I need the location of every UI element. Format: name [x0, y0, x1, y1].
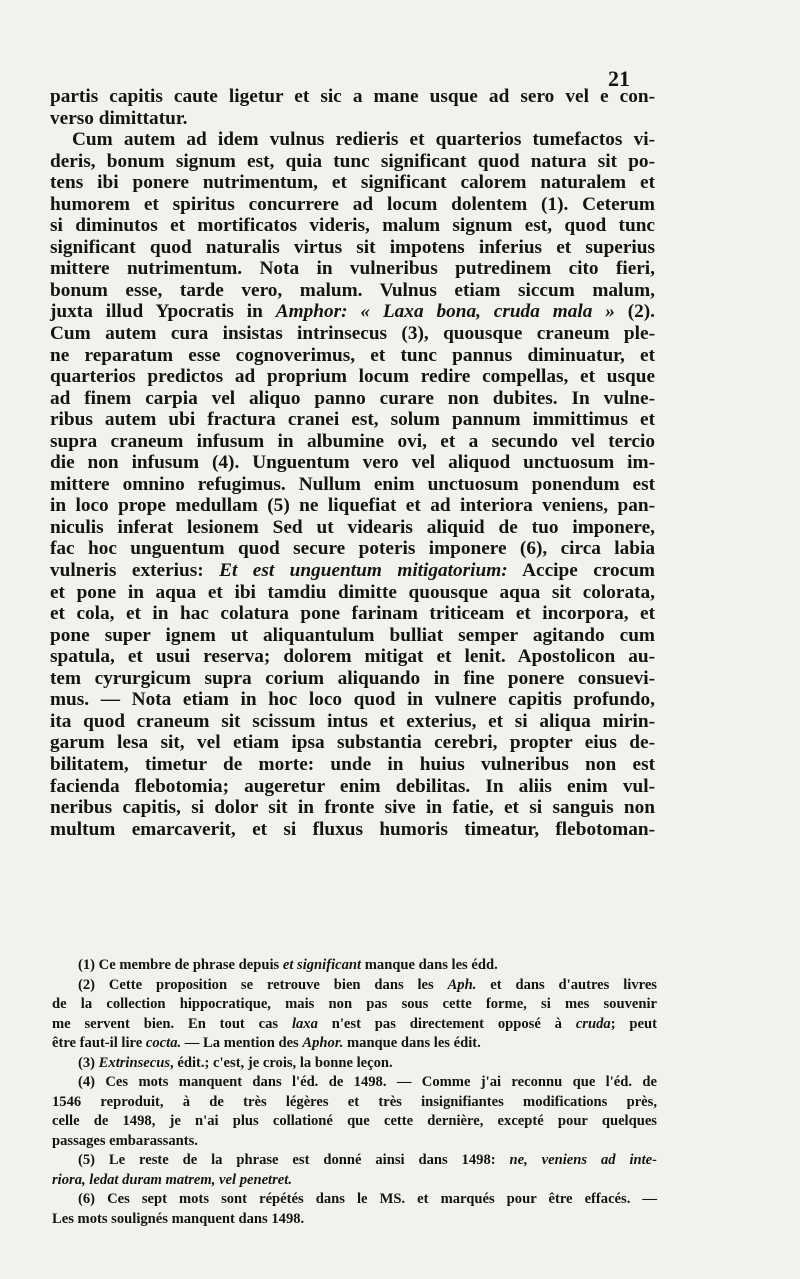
text-line: mus. — Nota etiam in hoc loco quod in vulnere capitis profundo, — [50, 689, 655, 711]
text-line: et cola, et in hac colatura pone farinam triticeam et incorpora, et — [50, 603, 655, 625]
text-line: in loco prope medullam (5) ne liquefiat et ad interiora veniens, pan- — [50, 495, 655, 517]
text-run: , édit.; c'est, je crois, la bonne leçon. — [170, 1054, 393, 1071]
italic-run: Extrinsecus — [98, 1054, 171, 1071]
text-line — [50, 560, 655, 582]
text-run: manque dans les édd. — [361, 957, 498, 973]
italic-run: Aphor. — [302, 1035, 344, 1051]
text-line: pone super ignem ut aliquantulum bulliat semper agitando cum — [50, 624, 655, 646]
text-line: neribus capitis, si dolor sit in fronte sive in fatie, et si sanguis non — [50, 797, 655, 819]
text-line: spatula, et usui reserva; dolorem mitigat et lenit. Apostolicon au- — [50, 646, 655, 668]
text-line: deris, bonum signum est, quia tunc significant quod natura sit po- — [50, 150, 655, 172]
text-line — [52, 1034, 657, 1054]
text-line: mittere nutrimentum. Nota in vulneribus putredinem cito fieri, — [50, 258, 655, 280]
footnote-3 — [52, 1054, 657, 1074]
footnote-6 — [52, 1190, 657, 1229]
paragraph — [50, 86, 655, 129]
text-run: (2) Cette proposition se retrouve bien dans les — [78, 976, 448, 993]
text-line: ribus autem ubi fractura cranei est, solum pannum immittimus et — [50, 409, 655, 431]
text-run: (1) Ce membre de phrase depuis — [78, 957, 283, 973]
footnote-5 — [52, 1151, 657, 1190]
text-run: (3) — [78, 1054, 99, 1071]
italic-run: riora, ledat duram matrem, vel penetret. — [52, 1171, 292, 1188]
text-line: quarterios predictos ad proprium locum redire compellas, et usque — [50, 366, 655, 388]
recipe-title: Et est unguentum mitigatorium: — [219, 560, 508, 582]
footnotes — [52, 956, 657, 1229]
text-line: passages embarassants. — [52, 1132, 198, 1149]
italic-run: laxa — [291, 1015, 318, 1032]
footnote-2 — [52, 976, 657, 1054]
main-text — [50, 86, 655, 840]
text-run: être faut-il lire — [52, 1035, 146, 1051]
italic-run: et significant — [282, 957, 362, 973]
text-line — [52, 956, 657, 976]
text-line: Les mots soulignés manquent dans 1498. — [52, 1210, 305, 1227]
text-run: (5) Le reste de la phrase est donné ainsi dans 1498: — [78, 1152, 510, 1168]
text-line: supra craneum infusum in albumine ovi, et a secundo vel tercio — [50, 430, 655, 452]
text-line — [52, 1015, 657, 1035]
page-number: 21 — [608, 66, 630, 91]
text-line: ita quod craneum sit scissum intus et exterius, et si aliqua mirin- — [50, 710, 655, 732]
text-run: et dans d'autres livres — [476, 976, 657, 993]
text-run: (2). — [614, 301, 656, 323]
text-line: verso dimittatur. — [50, 107, 188, 129]
quotation: « Laxa bona, cruda mala » — [360, 301, 615, 323]
citation: Amphor: — [275, 301, 361, 323]
italic-run: cocta. — [145, 1035, 182, 1051]
text-run: n'est pas directement opposé à — [317, 1015, 576, 1032]
text-line: partis capitis caute ligetur et sic a mane usque ad sero vel e con- — [50, 86, 655, 107]
text-line: facienda flebotomia; augeretur enim debilitas. In aliis enim vul- — [50, 775, 655, 797]
text-line: bilitatem, timetur de morte: unde in huius vulneribus non est — [50, 753, 655, 775]
text-line: tens ibi ponere nutrimentum, et significant calorem naturalem et — [50, 172, 655, 194]
footnote-1 — [52, 956, 657, 976]
text-line: niculis inferat lesionem Sed ut videaris aliquid de tuo imponere, — [50, 516, 655, 538]
text-line — [52, 1171, 657, 1191]
text-run: juxta illud Ypocratis in — [50, 301, 276, 323]
text-line — [52, 1054, 657, 1074]
text-line: ne reparatum esse cognoverimus, et tunc pannus diminuatur, et — [50, 344, 655, 366]
paragraph — [50, 129, 655, 840]
text-line: Cum autem ad idem vulnus redieris et quarterios tumefactos vi- — [72, 129, 655, 151]
footnote-4 — [52, 1073, 657, 1151]
italic-run: ne, veniens ad inte- — [509, 1152, 658, 1168]
italic-run: Aph. — [447, 976, 477, 993]
text-line: multum emarcaverit, et si fluxus humoris timeatur, flebotoman- — [50, 818, 655, 840]
text-line: fac hoc unguentum quod secure poteris imponere (6), circa labia — [50, 538, 655, 560]
text-run: me servent bien. En tout cas — [52, 1015, 292, 1032]
text-line: et pone in aqua et ibi tamdiu dimitte quousque aqua sit colorata, — [50, 581, 655, 603]
text-line — [52, 1151, 657, 1171]
italic-run: cruda — [575, 1015, 611, 1032]
text-run: manque dans les édit. — [343, 1035, 481, 1051]
text-line: Cum autem cura insistas intrinsecus (3), quousque craneum ple- — [50, 323, 655, 345]
text-line: die non infusum (4). Unguentum vero vel aliquod unctuosum im- — [50, 452, 655, 474]
text-line: ad finem carpia vel aliquo panno curare non dubites. In vulne- — [50, 387, 655, 409]
text-line: mittere omnino refugimus. Nullum enim unctuosum ponendum est — [50, 473, 655, 495]
text-line: (4) Ces mots manquent dans l'éd. de 1498. — Comme j'ai reconnu que l'éd. de — [78, 1074, 657, 1090]
text-line: 1546 reproduit, à de très légères et très insignifiantes modifications près, — [52, 1093, 657, 1110]
text-line: (6) Ces sept mots sont répétés dans le MS. et marqués pour être effacés. — — [78, 1191, 657, 1207]
text-line: garum lesa sit, vel etiam ipsa substantia cerebri, propter eius de- — [50, 732, 655, 754]
text-run: Accipe crocum — [507, 560, 655, 582]
text-run: ; peut — [610, 1015, 657, 1032]
text-run: — La mention des — [181, 1035, 303, 1051]
text-line: significant quod naturalis virtus sit impotens inferius et superius — [50, 236, 655, 258]
text-line: celle de 1498, je n'ai plus collationé que cette dernière, excepté pour quelques — [52, 1113, 657, 1129]
text-line: humorem et spiritus concurrere ad locum dolentem (1). Ceterum — [50, 193, 655, 215]
text-line — [50, 301, 655, 323]
text-line: de la collection hippocratique, mais non pas sous cette forme, si mes souvenir — [52, 996, 657, 1012]
text-line: si diminutos et mortificatos videris, malum signum est, quod tunc — [50, 215, 655, 237]
text-line: bonum esse, tarde vero, malum. Vulnus etiam siccum malum, — [50, 279, 655, 301]
text-line — [52, 976, 657, 996]
text-run: vulneris exterius: — [50, 560, 220, 582]
text-line: tem cyrurgicum supra corium aliquando in fine ponere consuevi- — [50, 667, 655, 689]
